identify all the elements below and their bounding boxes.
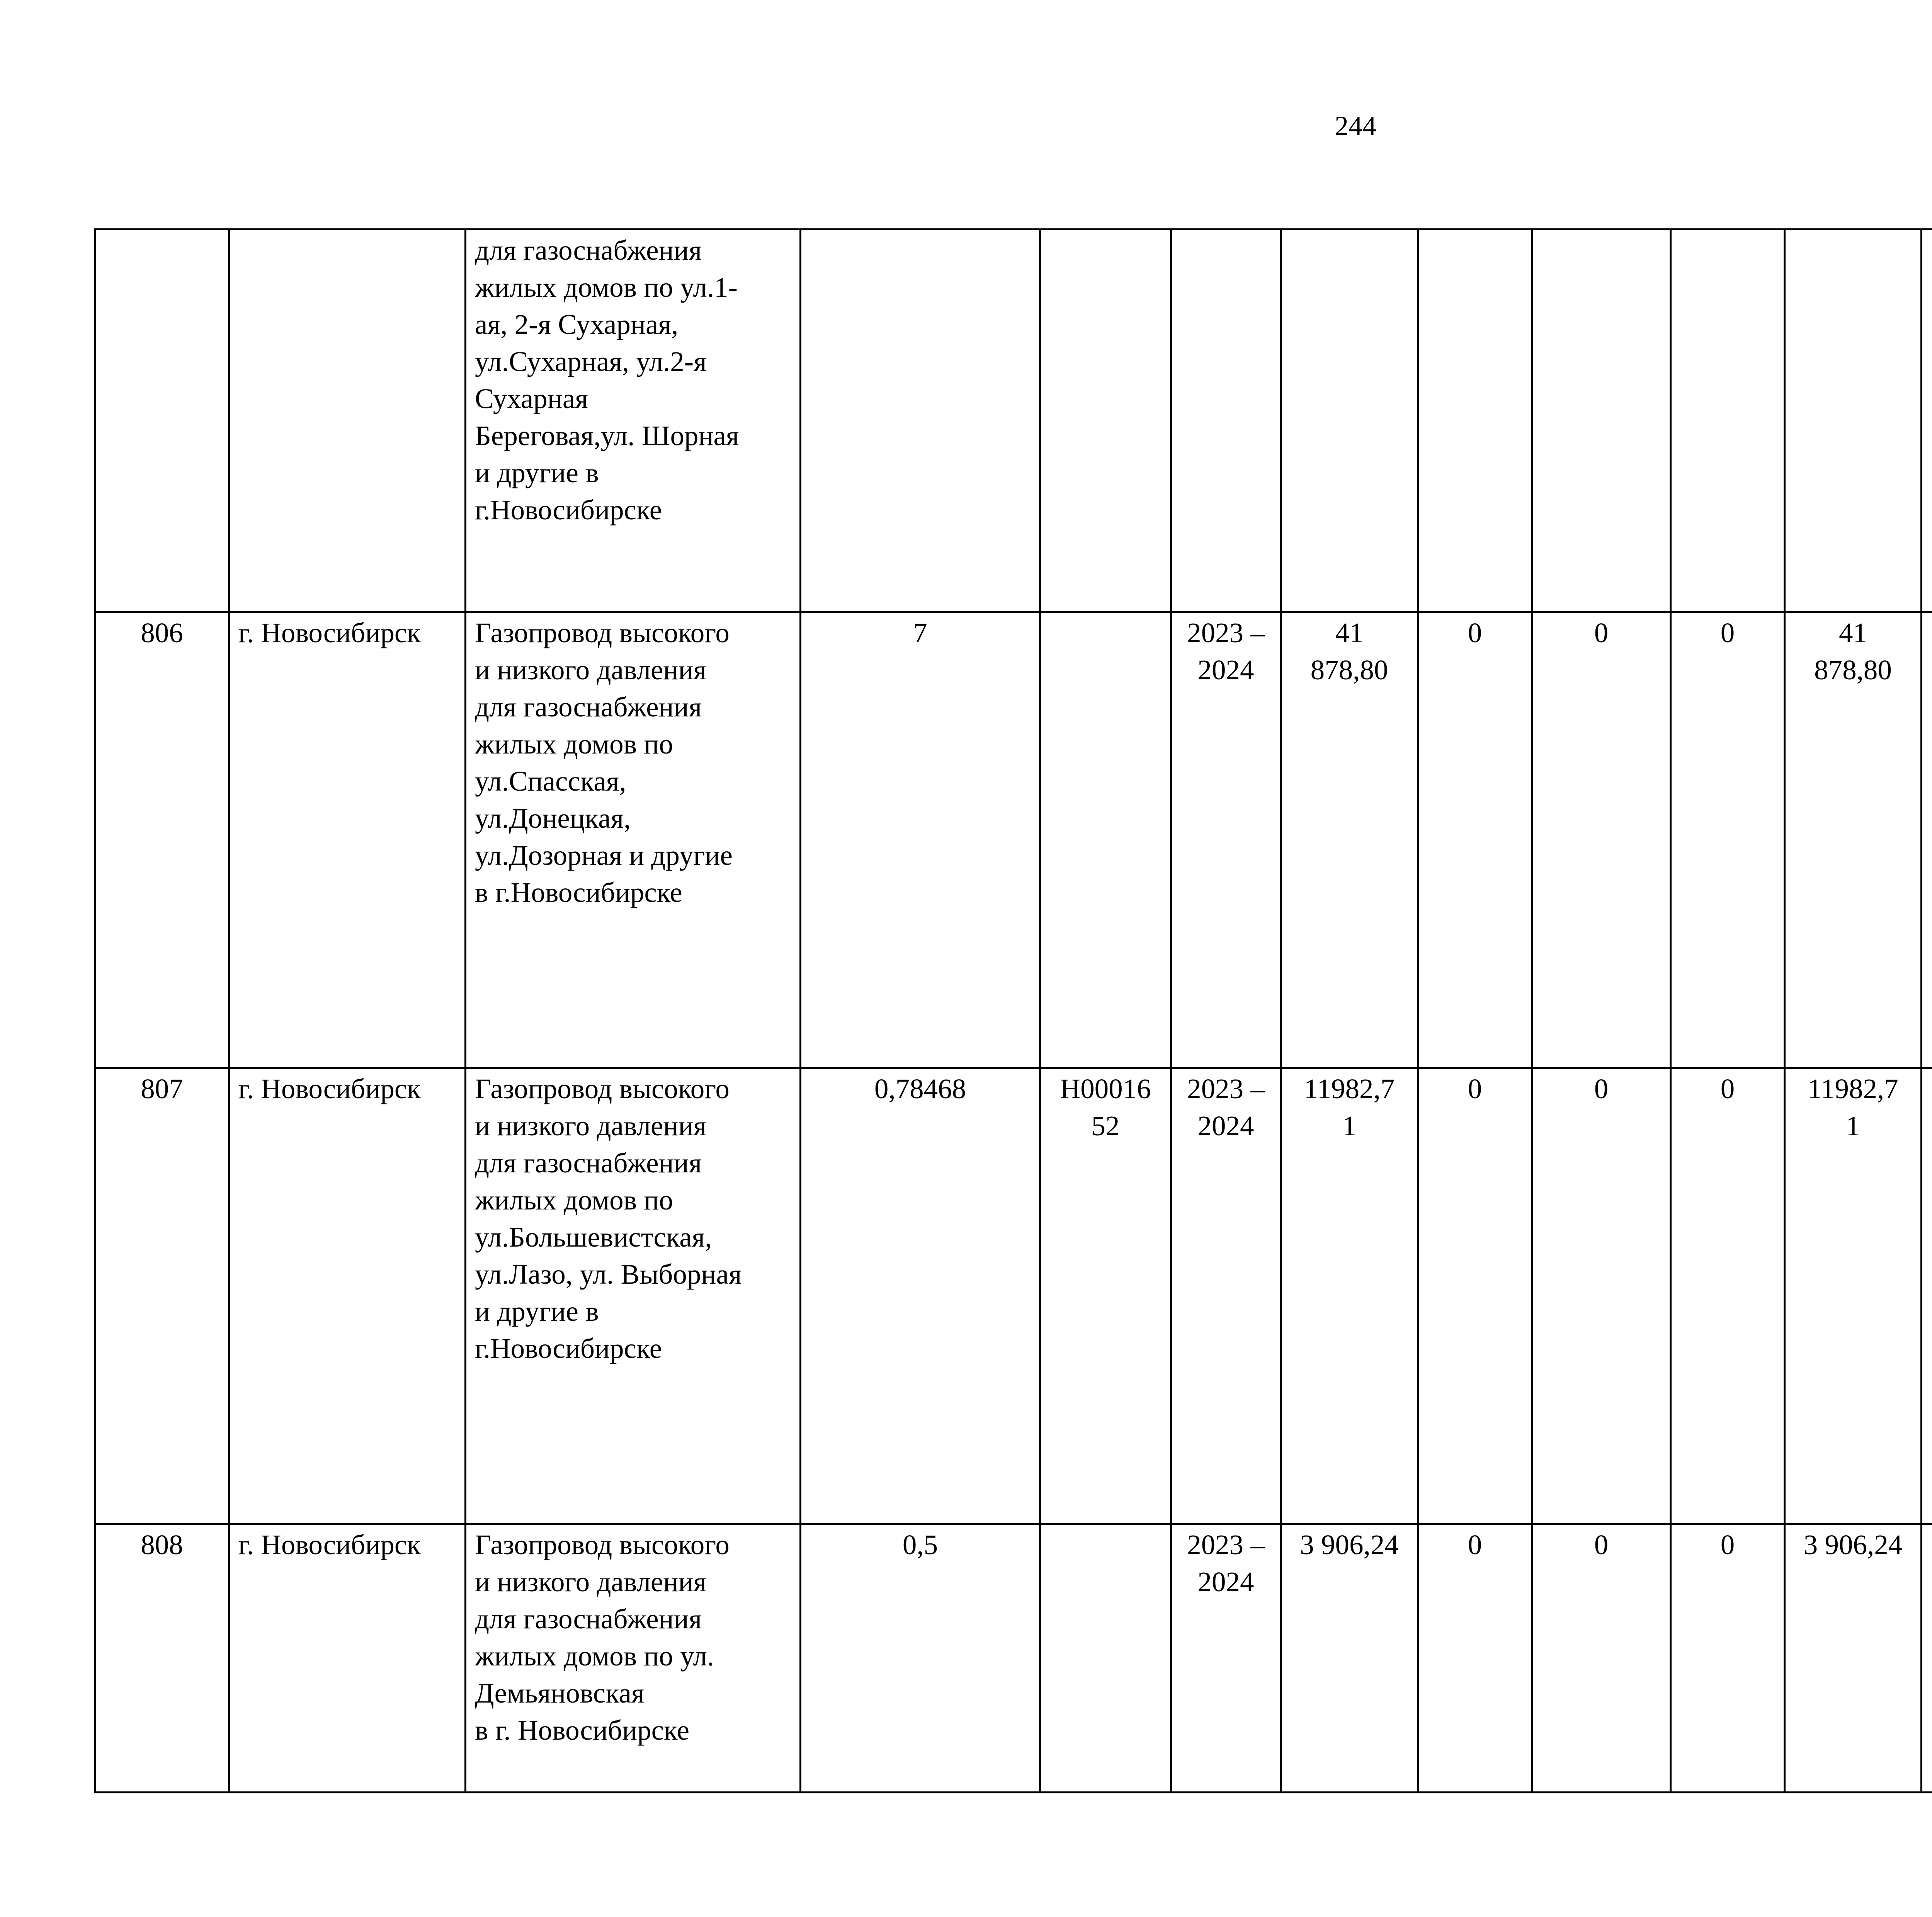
cell-code: Н00016 52 <box>1040 1068 1171 1524</box>
cell-num: 807 <box>95 1068 229 1524</box>
cell-total: 11982,7 1 <box>1281 1068 1418 1524</box>
cell-v4: 41 878,80 <box>1785 612 1922 1068</box>
cell-operator <box>1922 1524 1932 1793</box>
cell-v3 <box>1671 230 1785 612</box>
cell-city: г. Новосибирск <box>229 1068 466 1524</box>
cell-total: 3 906,24 <box>1281 1524 1418 1793</box>
cell-length <box>801 230 1040 612</box>
cell-v2 <box>1532 230 1671 612</box>
cell-length: 0,78468 <box>801 1068 1040 1524</box>
cell-v4: 11982,7 1 <box>1785 1068 1922 1524</box>
cell-v2: 0 <box>1532 612 1671 1068</box>
cell-operator <box>1922 1068 1932 1524</box>
table-row-continuation <box>95 230 1932 612</box>
cell-v2: 0 <box>1532 1524 1671 1793</box>
cell-v4: 3 906,24 <box>1785 1524 1922 1793</box>
cell-code <box>1040 1524 1171 1793</box>
table-row <box>95 1068 1932 1524</box>
cell-total <box>1281 230 1418 612</box>
cell-city <box>229 230 466 612</box>
cell-operator <box>1922 230 1932 612</box>
cell-num: 806 <box>95 612 229 1068</box>
cell-num: 808 <box>95 1524 229 1793</box>
cell-length: 7 <box>801 612 1040 1068</box>
cell-code <box>1040 230 1171 612</box>
cell-city: г. Новосибирск <box>229 612 466 1068</box>
cell-operator <box>1922 612 1932 1068</box>
cell-description: Газопровод высокого и низкого давления для газоснабжения жилых домов по ул.Большевистская, ул.Лазо, ул. Выборная и другие в г.Новосибирске <box>466 1068 801 1524</box>
cell-num <box>95 230 229 612</box>
register-table <box>94 228 1932 1793</box>
cell-description: для газоснабжения жилых домов по ул.1- ая, 2-я Сухарная, ул.Сухарная, ул.2-я Сухарная Береговая,ул. Шорная и другие в г.Новосибирске <box>466 230 801 612</box>
cell-v1 <box>1418 230 1532 612</box>
cell-years: 2023 – 2024 <box>1171 1068 1281 1524</box>
cell-city: г. Новосибирск <box>229 1524 466 1793</box>
cell-v4 <box>1785 230 1922 612</box>
cell-code <box>1040 612 1171 1068</box>
page-number: 244 <box>1335 111 1376 141</box>
table-row <box>95 612 1932 1068</box>
cell-total: 41 878,80 <box>1281 612 1418 1068</box>
cell-years: 2023 – 2024 <box>1171 612 1281 1068</box>
cell-v3: 0 <box>1671 1068 1785 1524</box>
cell-v1: 0 <box>1418 1068 1532 1524</box>
cell-v1: 0 <box>1418 612 1532 1068</box>
cell-v1: 0 <box>1418 1524 1532 1793</box>
cell-length: 0,5 <box>801 1524 1040 1793</box>
cell-description: Газопровод высокого и низкого давления для газоснабжения жилых домов по ул. Демьяновская в г. Новосибирске <box>466 1524 801 1793</box>
cell-v3: 0 <box>1671 612 1785 1068</box>
cell-v3: 0 <box>1671 1524 1785 1793</box>
cell-v2: 0 <box>1532 1068 1671 1524</box>
cell-years <box>1171 230 1281 612</box>
cell-years: 2023 – 2024 <box>1171 1524 1281 1793</box>
table-row <box>95 1524 1932 1793</box>
cell-description: Газопровод высокого и низкого давления для газоснабжения жилых домов по ул.Спасская, ул.Донецкая, ул.Дозорная и другие в г.Новосибирске <box>466 612 801 1068</box>
